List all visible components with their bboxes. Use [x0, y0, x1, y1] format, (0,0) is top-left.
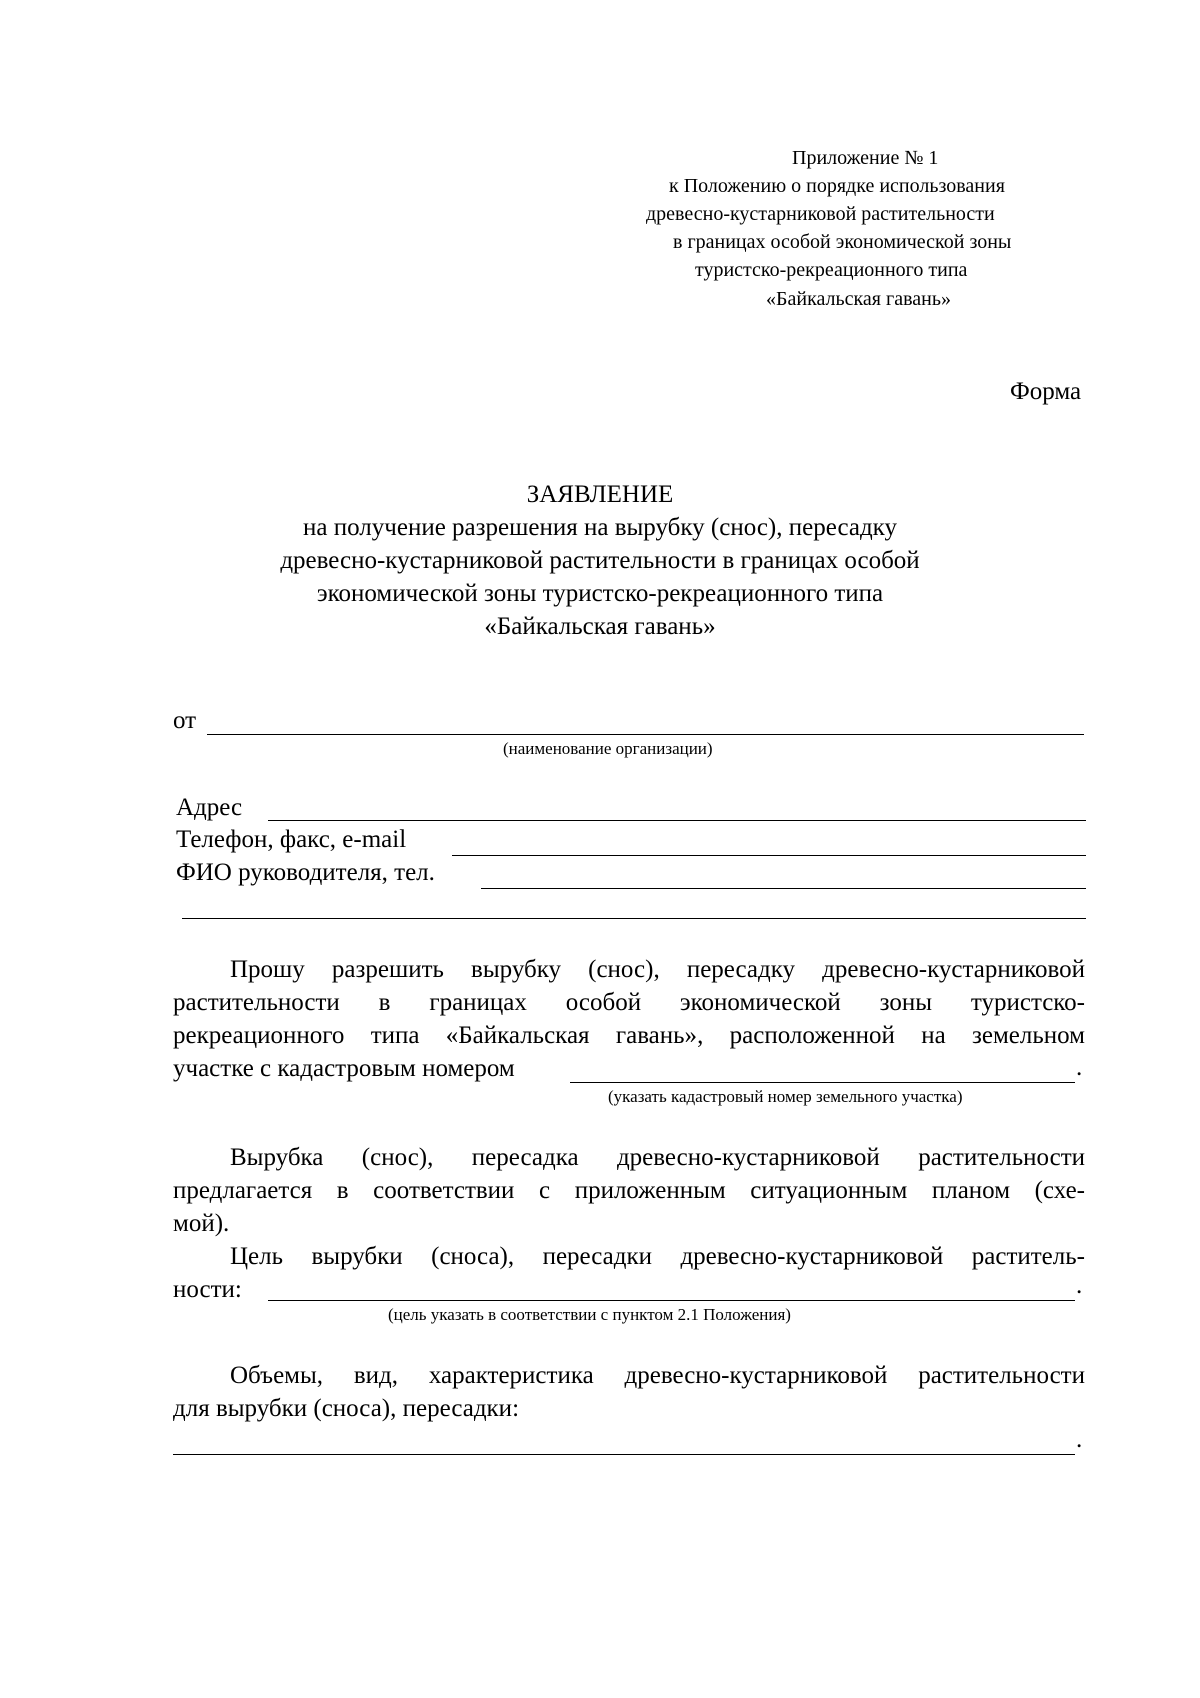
volumes-field[interactable] — [173, 1454, 1075, 1455]
appendix-line: к Положению о порядке использования — [669, 175, 1005, 197]
appendix-line: в границах особой экономической зоны — [673, 231, 1012, 253]
form-label: Форма — [1010, 378, 1082, 405]
appendix-line: древесно-кустарниковой растительности — [646, 203, 995, 225]
purpose-field[interactable] — [268, 1300, 1075, 1301]
request-line: растительности в границах особой экономической зоны туристско- — [173, 989, 1085, 1016]
cadastral-hint: (указать кадастровый номер земельного участка) — [608, 1087, 963, 1106]
from-label: от — [173, 707, 197, 734]
appendix-line: «Байкальская гавань» — [766, 288, 951, 310]
plan-line: мой). — [173, 1210, 230, 1237]
organization-hint: (наименование организации) — [503, 739, 713, 758]
purpose-paragraph — [173, 1240, 1085, 1306]
purpose-line: Цель вырубки (сноса), пересадки древесно-кустарниковой раститель- — [230, 1243, 1085, 1270]
title-line: «Байкальская гавань» — [484, 613, 716, 640]
volumes-paragraph — [173, 1359, 1085, 1425]
cadastral-number-field[interactable] — [570, 1082, 1075, 1083]
plan-paragraph — [173, 1141, 1085, 1240]
contacts-field[interactable] — [452, 855, 1086, 856]
address-label: Адрес — [176, 794, 243, 821]
title-line: древесно-кустарниковой растительности в границах особой — [280, 547, 920, 574]
request-line: Прошу разрешить вырубку (снос), пересадку древесно-кустарниковой — [230, 956, 1085, 983]
volumes-end: . — [1076, 1426, 1083, 1453]
purpose-end: . — [1076, 1272, 1083, 1299]
head-label: ФИО руководителя, тел. — [176, 859, 435, 886]
head-field[interactable] — [481, 888, 1086, 889]
organization-name-field[interactable] — [207, 734, 1084, 735]
volumes-line: Объемы, вид, характеристика древесно-кустарниковой растительности — [230, 1362, 1085, 1389]
request-line: рекреационного типа «Байкальская гавань», расположенной на земельном — [173, 1022, 1085, 1049]
contacts-label: Телефон, факс, e-mail — [176, 826, 407, 853]
request-end: . — [1076, 1054, 1083, 1081]
address-field[interactable] — [268, 820, 1086, 821]
extra-line-field[interactable] — [182, 918, 1086, 919]
appendix-line: туристско-рекреационного типа — [695, 259, 968, 281]
plan-line: Вырубка (снос), пересадка древесно-кустарниковой растительности — [230, 1144, 1085, 1171]
request-paragraph — [173, 953, 1085, 1085]
title-line: экономической зоны туристско-рекреационного типа — [316, 580, 884, 607]
title-line: на получение разрешения на вырубку (снос), пересадку — [303, 514, 897, 541]
title-heading: ЗАЯВЛЕНИЕ — [526, 481, 674, 508]
purpose-hint: (цель указать в соответствии с пунктом 2.1 Положения) — [388, 1305, 791, 1324]
appendix-line: Приложение № 1 — [792, 147, 939, 169]
request-line: участке с кадастровым номером — [173, 1055, 515, 1082]
purpose-line: ности: — [173, 1276, 242, 1303]
plan-line: предлагается в соответствии с приложенным ситуационным планом (схе- — [173, 1177, 1085, 1204]
volumes-line: для вырубки (сноса), пересадки: — [173, 1395, 520, 1422]
